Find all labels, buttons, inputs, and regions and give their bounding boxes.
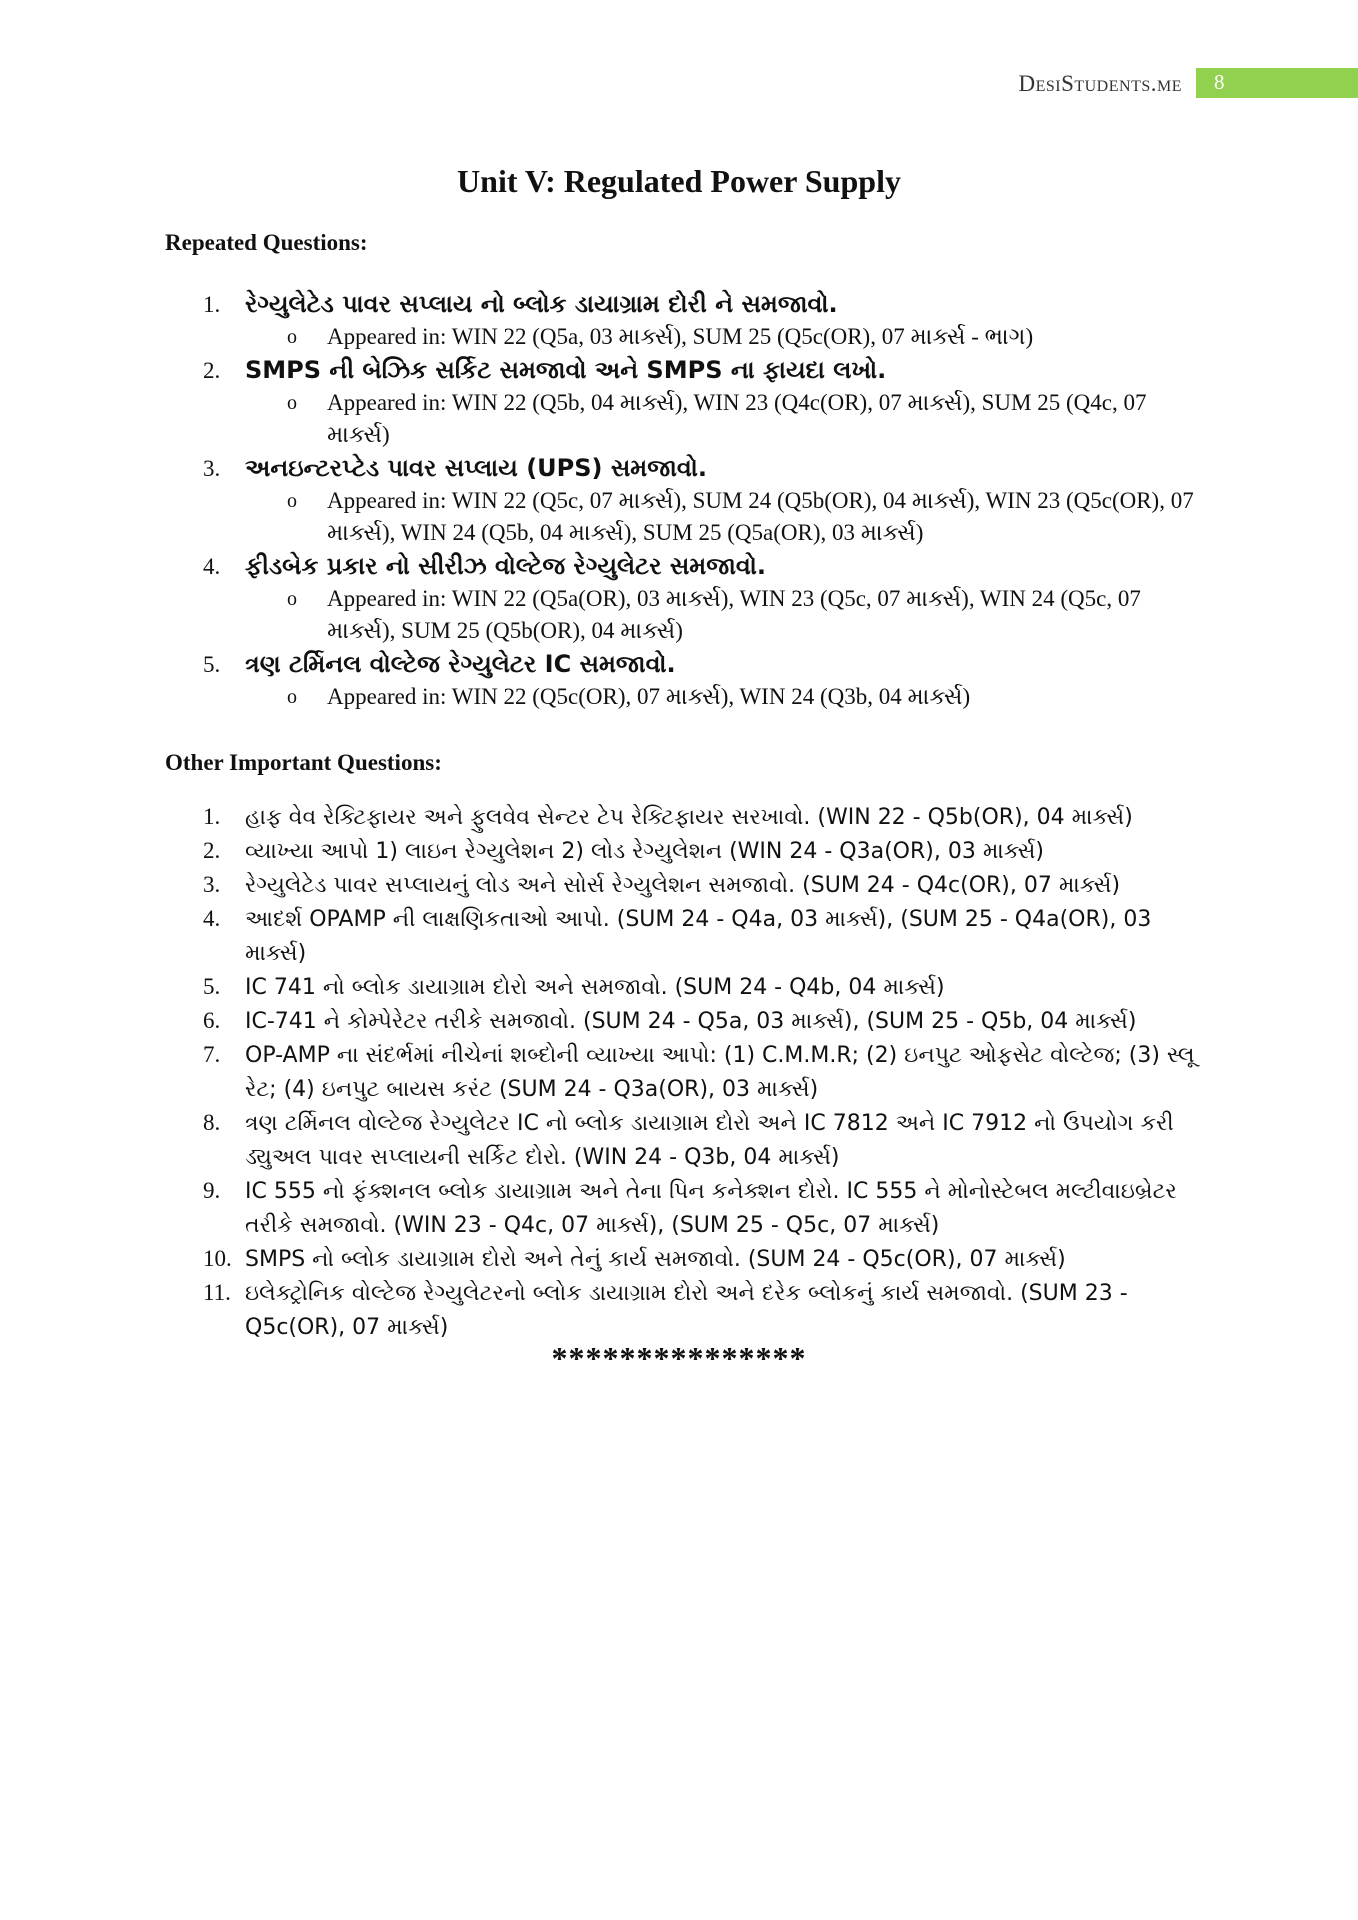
other-question-8 (165, 1106, 1195, 1174)
question-text: ત્રણ ટર્મિનલ વોલ્ટેજ રેગ્યુલેટર IC નો બ્લોક ડાયાગ્રામ દોરો અને IC 7812 અને IC 7912 નો ઉપયોગ કરી ડ્યુઅલ પાવર સપ્લાયની સર્કિટ દોરો. (WIN 24 - Q3b, 04 માર્ક્સ) (245, 1111, 1174, 1170)
question-number: 3. (203, 872, 221, 897)
question-number: 1. (203, 292, 221, 317)
question-text: રેગ્યુલેટેડ પાવર સપ્લાય નો બ્લોક ડાયાગ્રામ દોરી ને સમજાવો. (245, 290, 838, 318)
question-number: 3. (203, 456, 221, 481)
repeated-questions-heading: Repeated Questions: (165, 230, 368, 255)
question-number: 2. (203, 358, 221, 383)
question-text: વ્યાખ્યા આપો 1) લાઇન રેગ્યુલેશન 2) લોડ રેગ્યુલેશન (WIN 24 - Q3a(OR), 03 માર્ક્સ) (245, 839, 1044, 864)
question-number: 5. (203, 974, 221, 999)
question-text: ફીડબેક પ્રકાર નો સીરીઝ વોલ્ટેજ રેગ્યુલેટર સમજાવો. (245, 552, 766, 580)
page-title: Unit V: Regulated Power Supply (457, 163, 901, 199)
question-number: 2. (203, 838, 221, 863)
question-text: આદર્શ OPAMP ની લાક્ષણિકતાઓ આપો. (SUM 24 - Q4a, 03 માર્ક્સ), (SUM 25 - Q4a(OR), 03 માર્ક્સ) (245, 907, 1152, 966)
question-text: હાફ વેવ રેક્ટિફાયર અને ફુલવેવ સેન્ટર ટેપ રેક્ટિફાયર સરખાવો. (WIN 22 - Q5b(OR), 04 માર્ક્સ) (245, 805, 1133, 830)
other-question-2 (165, 834, 1195, 868)
question-text: OP-AMP ના સંદર્ભમાં નીચેનાં શબ્દોની વ્યાખ્યા આપો: (1) C.M.M.R; (2) ઇનપુટ ઓફસેટ વોલ્ટેજ; (3) સ્લૂ રેટ; (4) ઇનપુટ બાયસ કરંટ (SUM 24 - Q3a(OR), 03 માર્ક્સ) (245, 1043, 1195, 1102)
page-number: 8 (1196, 68, 1358, 98)
other-questions-list (165, 800, 1195, 1344)
repeated-questions-list (165, 288, 1195, 714)
question-text: ત્રણ ટર્મિનલ વોલ્ટેજ રેગ્યુલેટર IC સમજાવો. (245, 650, 676, 678)
question-text: SMPS ની બેઝિક સર્કિટ સમજાવો અને SMPS ના ફાયદા લખો. (245, 356, 887, 384)
appeared-text: Appeared in: WIN 22 (Q5c, 07 માર્ક્સ), SUM 24 (Q5b(OR), 04 માર્ક્સ), WIN 23 (Q5c(OR), 07 માર્ક્સ), WIN 24 (Q5b, 04 માર્ક્સ), SUM 25 (Q5a(OR), 03 માર્ક્સ) (327, 488, 1194, 545)
other-question-10 (165, 1242, 1195, 1276)
question-number: 10. (203, 1246, 232, 1271)
question-number: 8. (203, 1110, 221, 1135)
question-text: IC 555 નો ફંક્શનલ બ્લોક ડાયાગ્રામ અને તેના પિન કનેક્શન દોરો. IC 555 ને મોનોસ્ટેબલ મલ્ટીવાઇબ્રેટર તરીકે સમજાવો. (WIN 23 - Q4c, 07 માર્ક્સ), (SUM 25 - Q5c, 07 માર્ક્સ) (245, 1179, 1177, 1238)
appeared-in (245, 583, 1195, 647)
repeated-question-1 (165, 288, 1195, 353)
other-question-5 (165, 970, 1195, 1004)
question-text: IC-741 ને કોમ્પેરેટર તરીકે સમજાવો. (SUM 24 - Q5a, 03 માર્ક્સ), (SUM 25 - Q5b, 04 માર્ક્સ) (245, 1009, 1137, 1034)
bullet-icon: o (287, 392, 297, 414)
other-question-7 (165, 1038, 1195, 1106)
question-text: અનઇન્ટરપ્ટેડ પાવર સપ્લાય (UPS) સમજાવો. (245, 454, 707, 482)
question-number: 11. (203, 1280, 231, 1305)
repeated-question-5 (165, 648, 1195, 713)
repeated-question-4 (165, 550, 1195, 647)
repeated-question-2 (165, 354, 1195, 451)
bullet-icon: o (287, 490, 297, 512)
other-question-4 (165, 902, 1195, 970)
end-separator: *************** (551, 1340, 807, 1376)
bullet-icon: o (287, 326, 297, 348)
question-number: 1. (203, 804, 221, 829)
appeared-in (245, 485, 1195, 549)
other-questions-heading: Other Important Questions: (165, 750, 442, 775)
question-text: રેગ્યુલેટેડ પાવર સપ્લાયનું લોડ અને સોર્સ રેગ્યુલેશન સમજાવો. (SUM 24 - Q4c(OR), 07 માર્ક્સ) (245, 873, 1121, 898)
question-number: 9. (203, 1178, 221, 1203)
question-number: 4. (203, 906, 221, 931)
appeared-in (245, 387, 1195, 451)
question-text: ઇલેક્ટ્રોનિક વોલ્ટેજ રેગ્યુલેટરનો બ્લોક ડાયાગ્રામ દોરો અને દરેક બ્લોકનું કાર્ય સમજાવો. (SUM 23 - Q5c(OR), 07 માર્ક્સ) (245, 1281, 1128, 1340)
other-question-11 (165, 1276, 1195, 1344)
appeared-text: Appeared in: WIN 22 (Q5a(OR), 03 માર્ક્સ), WIN 23 (Q5c, 07 માર્ક્સ), WIN 24 (Q5c, 07 માર્ક્સ), SUM 25 (Q5b(OR), 04 માર્ક્સ) (327, 586, 1141, 643)
other-question-3 (165, 868, 1195, 902)
repeated-question-3 (165, 452, 1195, 549)
question-number: 4. (203, 554, 221, 579)
appeared-in (245, 681, 1195, 713)
site-name: DesiStudents.me (1018, 71, 1182, 96)
other-question-9 (165, 1174, 1195, 1242)
appeared-text: Appeared in: WIN 22 (Q5b, 04 માર્ક્સ), WIN 23 (Q4c(OR), 07 માર્ક્સ), SUM 25 (Q4c, 07 માર્ક્સ) (327, 390, 1147, 447)
appeared-text: Appeared in: WIN 22 (Q5c(OR), 07 માર્ક્સ), WIN 24 (Q3b, 04 માર્ક્સ) (327, 684, 971, 709)
question-number: 6. (203, 1008, 221, 1033)
question-number: 5. (203, 652, 221, 677)
page-header (1018, 68, 1358, 98)
question-text: IC 741 નો બ્લોક ડાયાગ્રામ દોરો અને સમજાવો. (SUM 24 - Q4b, 04 માર્ક્સ) (245, 975, 945, 1000)
appeared-text: Appeared in: WIN 22 (Q5a, 03 માર્ક્સ), SUM 25 (Q5c(OR), 07 માર્ક્સ - ભાગ) (327, 324, 1034, 349)
other-question-6 (165, 1004, 1195, 1038)
question-number: 7. (203, 1042, 221, 1067)
bullet-icon: o (287, 686, 297, 708)
question-text: SMPS નો બ્લોક ડાયાગ્રામ દોરો અને તેનું કાર્ય સમજાવો. (SUM 24 - Q5c(OR), 07 માર્ક્સ) (245, 1247, 1066, 1272)
bullet-icon: o (287, 588, 297, 610)
appeared-in (245, 321, 1195, 353)
other-question-1 (165, 800, 1195, 834)
